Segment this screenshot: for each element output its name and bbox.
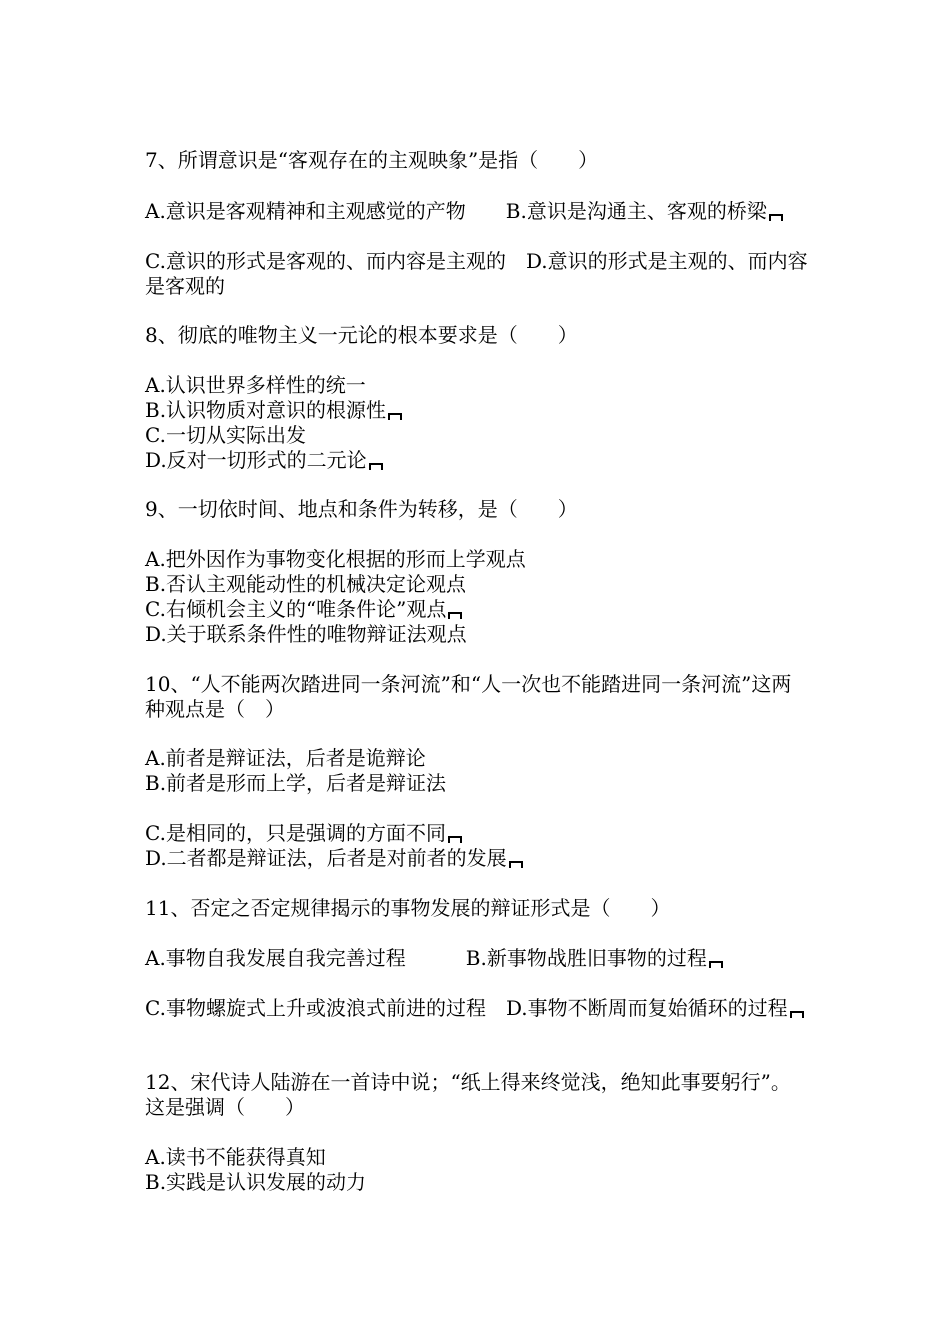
question-10-option-b: B.前者是形而上学，后者是辩证法	[145, 771, 447, 795]
question-8-stem: 8、彻底的唯物主义一元论的根本要求是（ ）	[145, 323, 578, 347]
question-7-options-ab	[145, 199, 810, 224]
paragraph-mark-icon	[448, 612, 462, 619]
question-12-option-b: B.实践是认识发展的动力	[145, 1170, 367, 1194]
paragraph-mark-icon	[709, 961, 723, 968]
question-9-option-d: D.关于联系条件性的唯物辩证法观点	[145, 622, 467, 646]
option-text: C.事物螺旋式上升或波浪式前进的过程 D.事物不断周而复始循环的过程	[145, 996, 788, 1020]
paragraph-mark-icon	[388, 413, 402, 420]
option-text: A.事物自我发展自我完善过程 B.新事物战胜旧事物的过程	[145, 946, 707, 970]
question-11-options-ab	[145, 946, 810, 971]
question-8-option-c: C.一切从实际出发	[145, 423, 306, 447]
paragraph-mark-icon	[509, 861, 523, 868]
question-9-option-a: A.把外因作为事物变化根据的形而上学观点	[145, 547, 526, 571]
question-8-option-d	[145, 448, 810, 473]
question-8-option-b	[145, 398, 810, 423]
paragraph-mark-icon	[448, 836, 462, 843]
question-11-stem: 11、否定之否定规律揭示的事物发展的辩证形式是（ ）	[145, 896, 671, 920]
option-text: D.反对一切形式的二元论	[145, 448, 367, 472]
option-text: D.二者都是辩证法，后者是对前者的发展	[145, 846, 507, 870]
question-7-stem: 7、所谓意识是“客观存在的主观映象”是指（ ）	[145, 148, 599, 172]
question-11-options-cd	[145, 996, 810, 1021]
question-8-option-a: A.认识世界多样性的统一	[145, 373, 366, 397]
option-text: C.是相同的，只是强调的方面不同	[145, 821, 446, 845]
question-12-option-a: A.读书不能获得真知	[145, 1145, 326, 1169]
option-text: B.认识物质对意识的根源性	[145, 398, 387, 422]
question-9-stem: 9、一切依时间、地点和条件为转移，是（ ）	[145, 497, 578, 521]
question-10-option-a: A.前者是辩证法，后者是诡辩论	[145, 746, 426, 770]
question-10-stem: 10、“人不能两次踏进同一条河流”和“人一次也不能踏进同一条河流”这两种观点是（ ）	[145, 672, 792, 721]
question-12-stem: 12、宋代诗人陆游在一首诗中说；“纸上得来终觉浅，绝知此事要躬行”。这是强调（ ）	[145, 1070, 791, 1119]
question-10-option-d	[145, 846, 810, 871]
option-text: C.右倾机会主义的“唯条件论”观点	[145, 597, 447, 621]
option-text: A.意识是客观精神和主观感觉的产物 B.意识是沟通主、客观的桥梁	[145, 199, 767, 223]
paragraph-mark-icon	[769, 214, 783, 221]
question-9-option-c	[145, 597, 810, 622]
paragraph-mark-icon	[369, 463, 383, 470]
question-9-option-b: B.否认主观能动性的机械决定论观点	[145, 572, 467, 596]
question-10-option-c	[145, 821, 810, 846]
paragraph-mark-icon	[790, 1011, 804, 1018]
question-7-options-cd: C.意识的形式是客观的、而内容是主观的 D.意识的形式是主观的、而内容是客观的	[145, 249, 808, 298]
